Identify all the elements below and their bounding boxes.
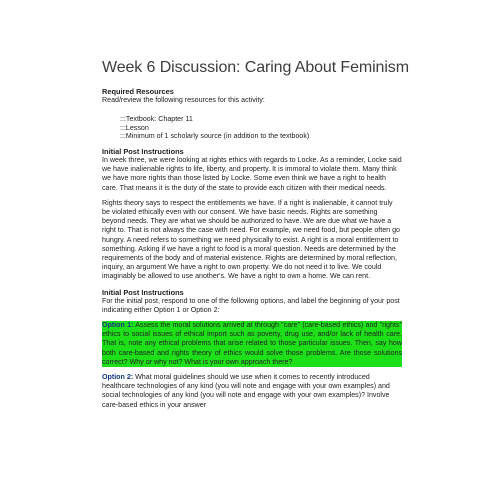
resource-item-lesson: :::Lesson xyxy=(120,123,149,132)
document-page xyxy=(102,58,409,410)
option-2 xyxy=(102,373,402,410)
resource-item-scholarly-source: :::Minimum of 1 scholarly source (in addition to the textbook) xyxy=(120,132,310,141)
option-1-highlighted xyxy=(102,321,402,367)
option-1-text: Assess the moral solutions arrived at through "care" (care-based ethics) and "rights" ethics to social issues of ethical import such as poverty, drug use, and/or lack of health care. That is, note any ethical problems that arise related to those particular issues. Then, say how both care-based and rights theory of ethics would solve those problems. Are those solutions correct? Why or why not? What is your own approach there? xyxy=(102,321,402,366)
option-2-text: What moral guidelines should we use when it comes to recently introduced healthcare technologies of any kind (you will note and engage with your own examples) and social technologies of any kind (you will note and engage with your own examples)? Involve care-based ethics in your answer xyxy=(102,373,390,409)
initial-post-instructions: For the initial post, respond to one of the following options, and label the beginning of your post indicating either Option 1 or Option 2: xyxy=(102,296,400,314)
initial-post-heading-1: Initial Post Instructions xyxy=(102,146,184,156)
initial-post-paragraph-2: Rights theory says to respect the entitlements we have. If a right is inalienable, it cannot truly be violated ethically even with our consent. We have basic needs. Rights are something beyond needs. They are what we should be authorized to have. We are due what we have a right to. That is not always the case with need. For example, we need food, but people often go hungry. A need refers to something we need physically to exist. A right is a moral entitlement to something. Asking if we have a right to food is a moral question. Needs are determined by the requirements of the body and of material existence. Rights are determined by moral reflection, inquiry, an argument We have a right to own property. We do not need it to live. We could imaginably be allowed to use another's. We have a right to own a home. We can rent. xyxy=(102,198,400,281)
initial-post-paragraph-1: In week three, we were looking at rights ethics with regards to Locke. As a reminder, Locke said we have inalienable rights to life, liberty, and property. It is immoral to violate them. Many think we have more rights than those listed by Locke. Some even think we have a right to health care. That means it is the duty of the state to provide each citizen with their medical needs. xyxy=(102,155,402,192)
option-1-label: Option 1: xyxy=(102,321,134,330)
option-2-label: Option 2: xyxy=(102,373,134,382)
required-resources-intro: Read/review the following resources for this activity: xyxy=(102,96,265,104)
resource-item-textbook: :::Textbook: Chapter 11 xyxy=(120,115,193,124)
resources-list xyxy=(120,115,402,141)
page-title: Week 6 Discussion: Caring About Feminism xyxy=(102,59,409,76)
required-resources-heading: Required Resources xyxy=(102,87,174,96)
initial-post-heading-2: Initial Post Instructions xyxy=(102,287,184,297)
